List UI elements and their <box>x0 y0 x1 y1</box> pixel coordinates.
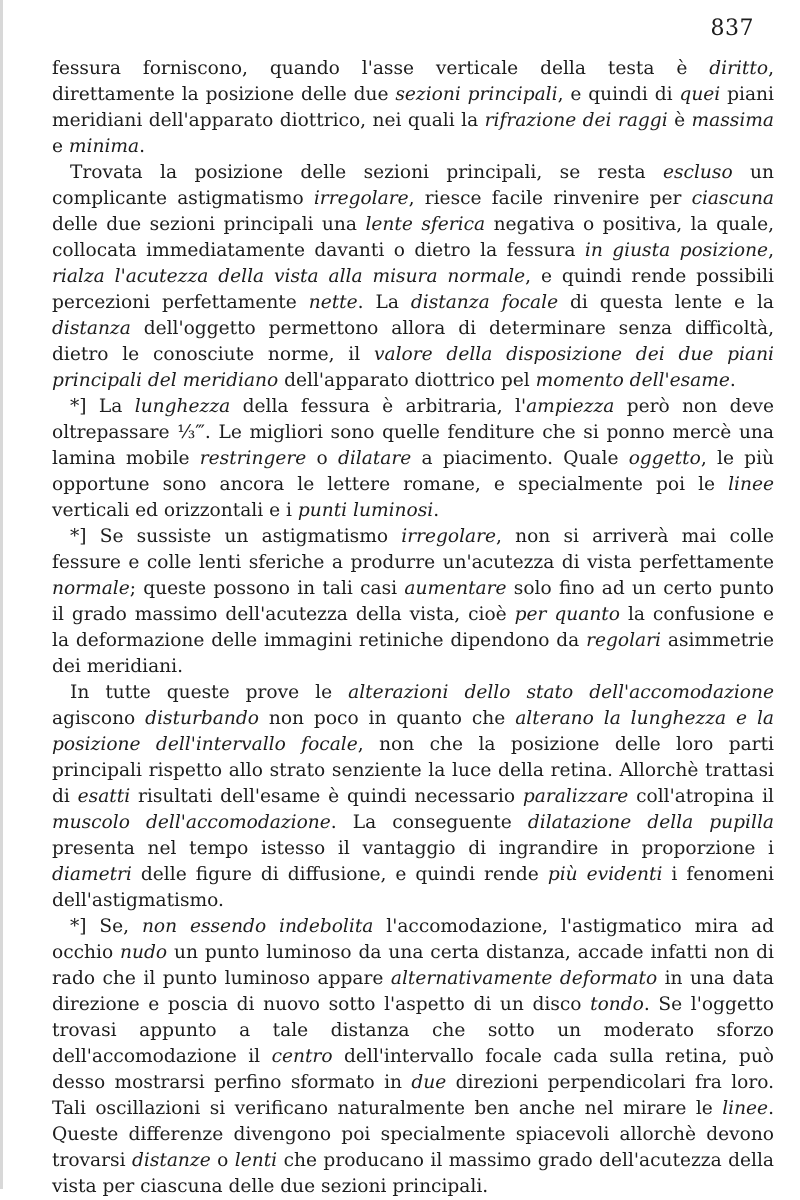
emphasis-text: diametri <box>52 864 132 885</box>
emphasis-text: linee <box>722 1098 769 1119</box>
text-run: , riesce facile rinvenire per <box>408 188 692 209</box>
text-run: . <box>433 500 440 521</box>
page-edge <box>0 0 3 1189</box>
footnote-paragraph-2 <box>52 524 774 680</box>
text-run: . La <box>357 292 411 313</box>
emphasis-text: ciascuna <box>691 188 774 209</box>
text-run: o <box>210 1150 235 1171</box>
emphasis-text: lunghezza <box>134 396 231 417</box>
emphasis-text: disturbando <box>145 708 259 729</box>
emphasis-text: irregolare <box>313 188 409 209</box>
text-run: che producano il massimo grado dell'acutezza della vista per ciascuna delle due sezioni principali. <box>52 1150 774 1197</box>
text-run: negativa o positiva, la quale, collocata immediatamente davanti o dietro la fessura <box>52 214 774 261</box>
emphasis-text: tondo <box>590 994 644 1015</box>
emphasis-text: irregolare <box>401 526 496 547</box>
text-run: un punto luminoso da una certa distanza, accade infatti non di rado che il punto luminoso appare <box>52 942 774 989</box>
emphasis-text: normale <box>52 578 130 599</box>
emphasis-text: due <box>411 1072 447 1093</box>
emphasis-text: paralizzare <box>522 786 629 807</box>
emphasis-text: per quanto <box>514 604 620 625</box>
emphasis-text: distanze <box>131 1150 211 1171</box>
text-run: , non che la posizione delle loro parti principali rispetto allo strato senziente la luce della retina. Allorchè trattasi di <box>52 734 774 807</box>
footnote-paragraph-3 <box>52 914 774 1200</box>
text-run: . <box>729 370 736 391</box>
emphasis-text: lente sferica <box>365 214 486 235</box>
emphasis-text: dilatazione della pupilla <box>527 812 774 833</box>
emphasis-text: lenti <box>234 1150 278 1171</box>
text-run: presenta nel tempo istesso il vantaggio di ingrandire in proporzione i <box>52 838 774 859</box>
emphasis-text: nette <box>308 292 358 313</box>
text-run: della fessura è arbitraria, l' <box>230 396 527 417</box>
emphasis-text: ampiezza <box>526 396 615 417</box>
text-run: *] Se, <box>70 916 142 937</box>
emphasis-text: distanza <box>52 318 131 339</box>
text-run: , <box>768 240 774 261</box>
paragraph-1 <box>52 56 774 160</box>
text-run: o <box>306 448 338 469</box>
text-run: solo fino ad un certo punto il grado massimo dell'acutezza della vista, cioè <box>52 578 774 625</box>
emphasis-text: minima <box>68 136 140 157</box>
emphasis-text: alternativamente deformato <box>390 968 658 989</box>
text-run: a piacimento. Quale <box>411 448 629 469</box>
text-run: non poco in quanto che <box>258 708 516 729</box>
emphasis-text: quei <box>679 84 721 105</box>
emphasis-text: linee <box>728 474 774 495</box>
emphasis-text: non essendo indebolita <box>141 916 374 937</box>
emphasis-text: nudo <box>120 942 168 963</box>
text-run: risultati dell'esame è quindi necessario <box>130 786 523 807</box>
text-run: , le più opportune sono ancora le lettere romane, e specialmente poi le <box>52 448 775 495</box>
text-run: agiscono <box>52 708 146 729</box>
text-run: in una data direzione e poscia di nuovo sotto l'aspetto di un disco <box>52 968 775 1015</box>
emphasis-text: centro <box>271 1046 333 1067</box>
emphasis-text: distanza focale <box>410 292 559 313</box>
text-run: , non si arriverà mai colle fessure e colle lenti sferiche a produrre un'acutezza di vista perfettamente <box>52 526 774 573</box>
text-run: Trovata la posizione delle sezioni principali, se resta <box>70 162 664 183</box>
emphasis-text: sezioni principali <box>395 84 558 105</box>
emphasis-text: punti luminosi <box>297 500 434 521</box>
text-run: In tutte queste prove le <box>70 682 349 703</box>
emphasis-text: massima <box>691 110 775 131</box>
emphasis-text: restringere <box>199 448 307 469</box>
text-run: . La conseguente <box>330 812 528 833</box>
text-run: , e quindi rende possibili percezioni perfettamente <box>52 266 774 313</box>
emphasis-text: valore della disposizione dei due piani principali del meridiano <box>52 344 774 391</box>
footnote-paragraph-1 <box>52 394 774 524</box>
text-run: l'accomodazione, l'astigmatico mira ad occhio <box>52 916 774 963</box>
text-run: delle figure di diffusione, e quindi rende <box>131 864 548 885</box>
paragraph-3 <box>52 680 774 914</box>
emphasis-text: dilatare <box>337 448 412 469</box>
text-run: delle due sezioni principali una <box>52 214 366 235</box>
emphasis-text: momento dell'esame <box>535 370 730 391</box>
paragraph-2 <box>52 160 774 394</box>
emphasis-text: alterano la lunghezza e la posizione dell'intervallo focale <box>52 708 774 755</box>
text-run: dell'apparato diottrico pel <box>278 370 536 391</box>
text-run: però non deve oltrepassare ⅓‴. Le migliori sono quelle fenditure che si ponno mercè una lamina mobile <box>52 396 775 469</box>
text-run: *] La <box>70 396 135 417</box>
text-run: . <box>139 136 146 157</box>
text-run: , direttamente la posizione delle due <box>52 58 774 105</box>
emphasis-text: aumentare <box>404 578 507 599</box>
text-run: e <box>52 136 69 157</box>
text-run: ; queste possono in tali casi <box>129 578 405 599</box>
emphasis-text: escluso <box>663 162 733 183</box>
text-run: è <box>667 110 692 131</box>
text-run: . Se l'oggetto trovasi appunto a tale distanza che sotto un moderato sforzo dell'accomodazione il <box>52 994 774 1067</box>
emphasis-text: regolari <box>586 630 661 651</box>
text-run: un complicante astigmatismo <box>52 162 774 209</box>
emphasis-text: diritto <box>709 58 769 79</box>
text-run: i fenomeni dell'astigmatismo. <box>52 864 774 911</box>
emphasis-text: esatti <box>77 786 131 807</box>
text-run: direzioni perpendicolari fra loro. Tali oscillazioni si verificano naturalmente ben anche nel mirare le <box>52 1072 775 1119</box>
text-run: fessura forniscono, quando l'asse verticale della testa è <box>52 58 710 79</box>
text-run: asimmetrie dei meridiani. <box>52 630 775 677</box>
emphasis-text: più evidenti <box>547 864 663 885</box>
text-run: , e quindi di <box>557 84 680 105</box>
emphasis-text: muscolo dell'accomodazione <box>52 812 331 833</box>
text-run: verticali ed orizzontali e i <box>52 500 298 521</box>
text-run: dell'intervallo focale cada sulla retina, può desso mostrarsi perfino sformato in <box>52 1046 774 1093</box>
emphasis-text: rialza l'acutezza della vista alla misura normale <box>52 266 526 287</box>
body-text <box>52 56 774 1200</box>
text-run: *] Se sussiste un astigmatismo <box>70 526 402 547</box>
text-run: . Queste differenze divengono poi specialmente spiacevoli allorchè devono trovarsi <box>52 1098 774 1171</box>
emphasis-text: rifrazione dei raggi <box>484 110 668 131</box>
text-run: dell'oggetto permettono allora di determinare senza difficoltà, dietro le conosciute norme, il <box>52 318 774 365</box>
page-number: 837 <box>710 16 754 41</box>
text-run: coll'atropina il <box>628 786 774 807</box>
emphasis-text: alterazioni dello stato dell'accomodazione <box>348 682 774 703</box>
emphasis-text: in giusta posizione <box>584 240 769 261</box>
text-run: la confusione e la deformazione delle immagini retiniche dipendono da <box>52 604 775 651</box>
emphasis-text: oggetto <box>628 448 701 469</box>
text-run: di questa lente e la <box>558 292 774 313</box>
text-run: piani meridiani dell'apparato diottrico, nei quali la <box>52 84 774 131</box>
